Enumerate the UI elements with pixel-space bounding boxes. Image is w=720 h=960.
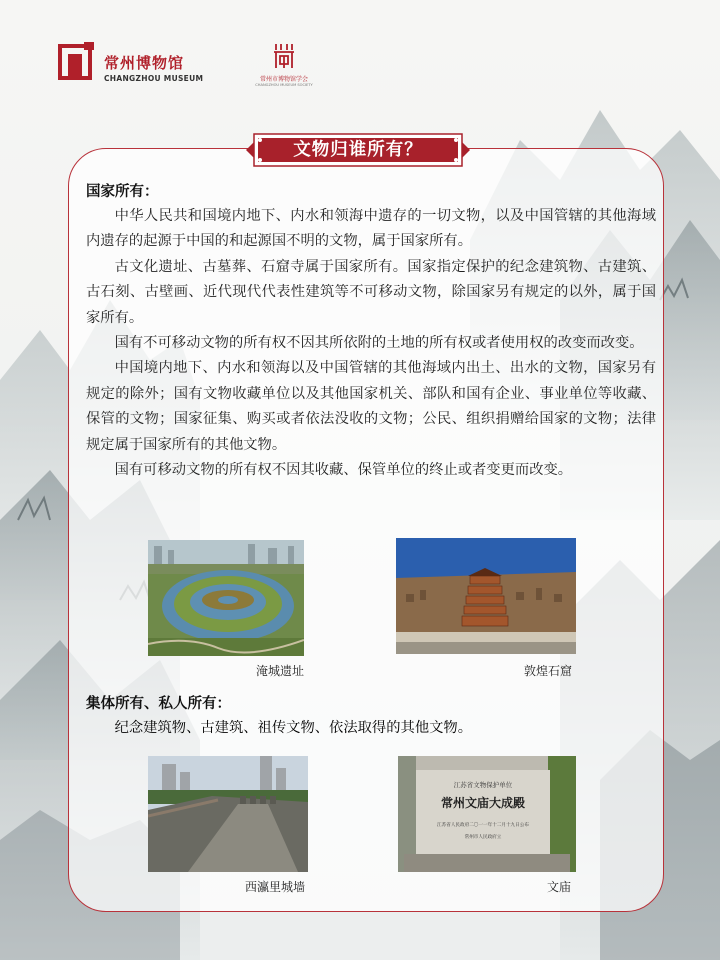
paragraph: 古文化遗址、古墓葬、石窟寺属于国家所有。国家指定保护的纪念建筑物、古建筑、古石刻、古壁画、近代现代代表性建筑等不可移动文物，除国家另有规定的以外，属于国家所有。 <box>86 258 656 326</box>
section-heading-collective: 集体所有、私人所有： <box>86 696 231 712</box>
section-state-owned <box>86 180 656 483</box>
section-heading-state: 国家所有： <box>86 184 159 200</box>
page-title: 文物归谁所有？ <box>293 140 423 160</box>
paragraph: 纪念建筑物、古建筑、祖传文物、依法取得的其他文物。 <box>114 720 473 736</box>
city-wall-photo <box>148 756 308 872</box>
society-name-cn: 常州市博物馆学会 <box>259 76 308 83</box>
stele-main-title: 常州文庙大成殿 <box>440 796 525 810</box>
grotto-photo <box>396 538 576 654</box>
photo-caption: 淹城遗址 <box>256 664 305 678</box>
museum-logo-icon <box>58 42 96 82</box>
museum-name-cn: 常州博物馆 <box>104 54 185 72</box>
photo-caption: 西瀛里城墙 <box>245 880 306 894</box>
photo-caption: 敦煌石窟 <box>524 664 573 678</box>
stele-bottom-text: 常州市人民政府立 <box>464 835 502 840</box>
paragraph: 中国境内地下、内水和领海以及中国管辖的其他海域内出土、出水的文物，国家另有规定的除外；国有文物收藏单位以及其他国家机关、部队和国有企业、事业单位等收藏、保管的文物；国家征集、购买或者依法没收的文物；公民、组织捐赠给国家的文物；法律规定属于国家所有的其他文物。 <box>86 360 656 453</box>
stele-photo <box>398 756 576 872</box>
stele-heading: 江苏省文物保护单位 <box>453 781 513 789</box>
stele-small-text: 江苏省人民政府二〇一一年十二月十九日公布 <box>437 823 529 828</box>
title-banner <box>246 126 470 174</box>
photo-caption: 文庙 <box>547 880 572 894</box>
paragraph: 国有不可移动文物的所有权不因其所依附的土地的所有权或者使用权的改变而改变。 <box>114 335 644 352</box>
section-collective-private <box>86 692 656 741</box>
paragraph: 国有可移动文物的所有权不因其收藏、保管单位的终止或者变更而改变。 <box>114 462 573 479</box>
society-name-en: CHANGZHOU MUSEUM SOCIETY <box>255 83 313 87</box>
society-logo-icon <box>272 42 296 70</box>
museum-name-en: CHANGZHOU MUSEUM <box>104 74 204 83</box>
paragraph: 中华人民共和国境内地下、内水和领海中遗存的一切文物，以及中国管辖的其他海域内遗存的起源于中国的和起源国不明的文物，属于国家所有。 <box>86 208 656 250</box>
aerial-site-photo <box>148 540 304 656</box>
